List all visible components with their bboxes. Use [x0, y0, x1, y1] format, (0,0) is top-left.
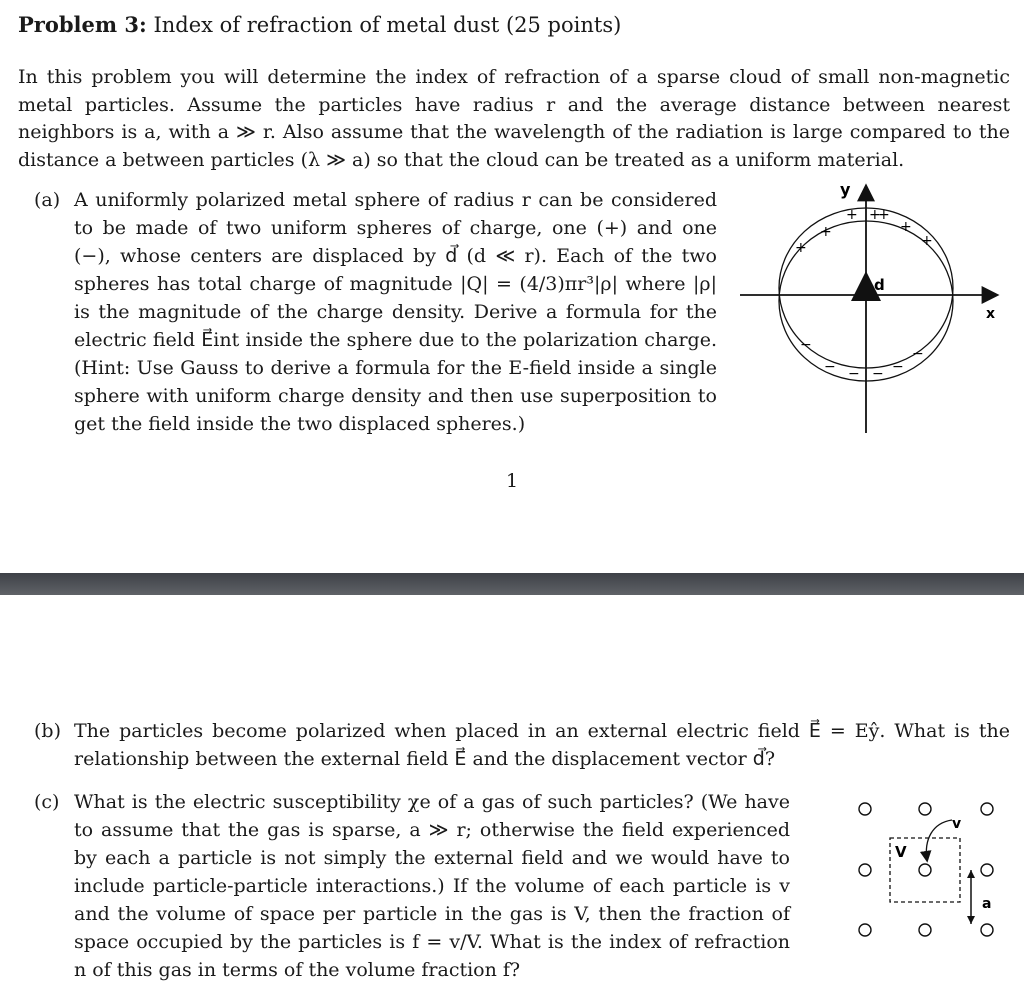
part-c-text: What is the electric susceptibility χe of a gas of such particles? (We have to assume that the gas is sparse, a ≫ r; otherwise the field experienced by each a particle is not simply the external field and we would have to include particle-particle interactions.) If the volume of each particle is v and the volume of space per particle in the gas is V, then the fraction of space occupied by the particles is f = v/V. What is the index of refraction n of this gas in terms of the volume fraction f?: [74, 791, 790, 981]
y-axis-label: y: [840, 180, 851, 199]
displacement-label: d: [874, 276, 885, 294]
particle: [859, 864, 871, 876]
minus-sign: −: [892, 359, 904, 375]
particle: [859, 803, 871, 815]
plus-charges: [795, 207, 933, 256]
minus-sign: −: [912, 346, 924, 362]
spacing-arrow-head-bottom: [967, 916, 975, 924]
part-a-text: A uniformly polarized metal sphere of radius r can be considered to be made of two uniform spheres of charge, one (+) and one (−), whose centers are displaced by d⃗ (d ≪ r). Each of the two spheres has total charge of magnitude |Q| = (4/3)πr³|ρ| where |ρ| is the magnitude of the charge density. Derive a formula for the electric field E⃗int inside the sphere due to the polarization charge. (Hint: Use Gauss to derive a formula for the E-field inside a single sphere with uniform charge density and then use superposition to get the field inside the two displaced spheres.): [74, 189, 717, 435]
problem-title: [18, 12, 621, 37]
part-a-label: (a): [34, 189, 61, 211]
plus-sign: +: [900, 219, 912, 235]
particle: [981, 924, 993, 936]
page-divider: [0, 573, 1024, 595]
x-axis-label: x: [986, 306, 996, 322]
particle: [919, 803, 931, 815]
part-b-label: (b): [34, 720, 61, 742]
particle: [919, 864, 931, 876]
particle: [859, 924, 871, 936]
plus-sign: +: [921, 233, 933, 249]
plus-sign: +: [846, 207, 858, 223]
minus-sign: −: [848, 366, 860, 382]
part-c: [34, 788, 790, 984]
particle-volume-arrow: [926, 820, 952, 860]
part-c-label: (c): [34, 791, 60, 813]
spacing-arrow-head-top: [967, 870, 975, 878]
minus-sign: −: [824, 359, 836, 375]
particle: [981, 864, 993, 876]
displaced-spheres-figure: [740, 175, 1010, 440]
spacing-label: a: [982, 896, 992, 912]
problem-label: Problem 3:: [18, 12, 147, 37]
volume-label: V: [895, 843, 907, 861]
part-b: [34, 717, 1010, 773]
plus-sign: +: [878, 207, 890, 223]
particle: [919, 924, 931, 936]
part-b-text: The particles become polarized when placed in an external electric field E⃗ = Eŷ. What is the relationship between the external field E⃗ and the displacement vector d⃗?: [74, 720, 1010, 770]
plus-sign: +: [795, 240, 807, 256]
minus-sign: −: [872, 366, 884, 382]
plus-sign: +: [820, 224, 832, 240]
plus-sign: +: [869, 207, 881, 223]
page-number: 1: [505, 470, 519, 492]
minus-sign: −: [800, 337, 812, 353]
intro-paragraph: In this problem you will determine the index of refraction of a sparse cloud of small non-magnetic metal particles. Assume the particles have radius r and the average distance between nearest neighbors is a, with a ≫ r. Also assume that the wavelength of the radiation is large compared to the distance a between particles (λ ≫ a) so that the cloud can be treated as a uniform material.: [18, 66, 1010, 171]
particle-volume-label: v: [952, 816, 962, 832]
particle: [981, 803, 993, 815]
part-a: [34, 186, 717, 438]
problem-title-text: Index of refraction of metal dust (25 points): [153, 13, 622, 37]
particle-lattice-figure: [840, 790, 1010, 950]
